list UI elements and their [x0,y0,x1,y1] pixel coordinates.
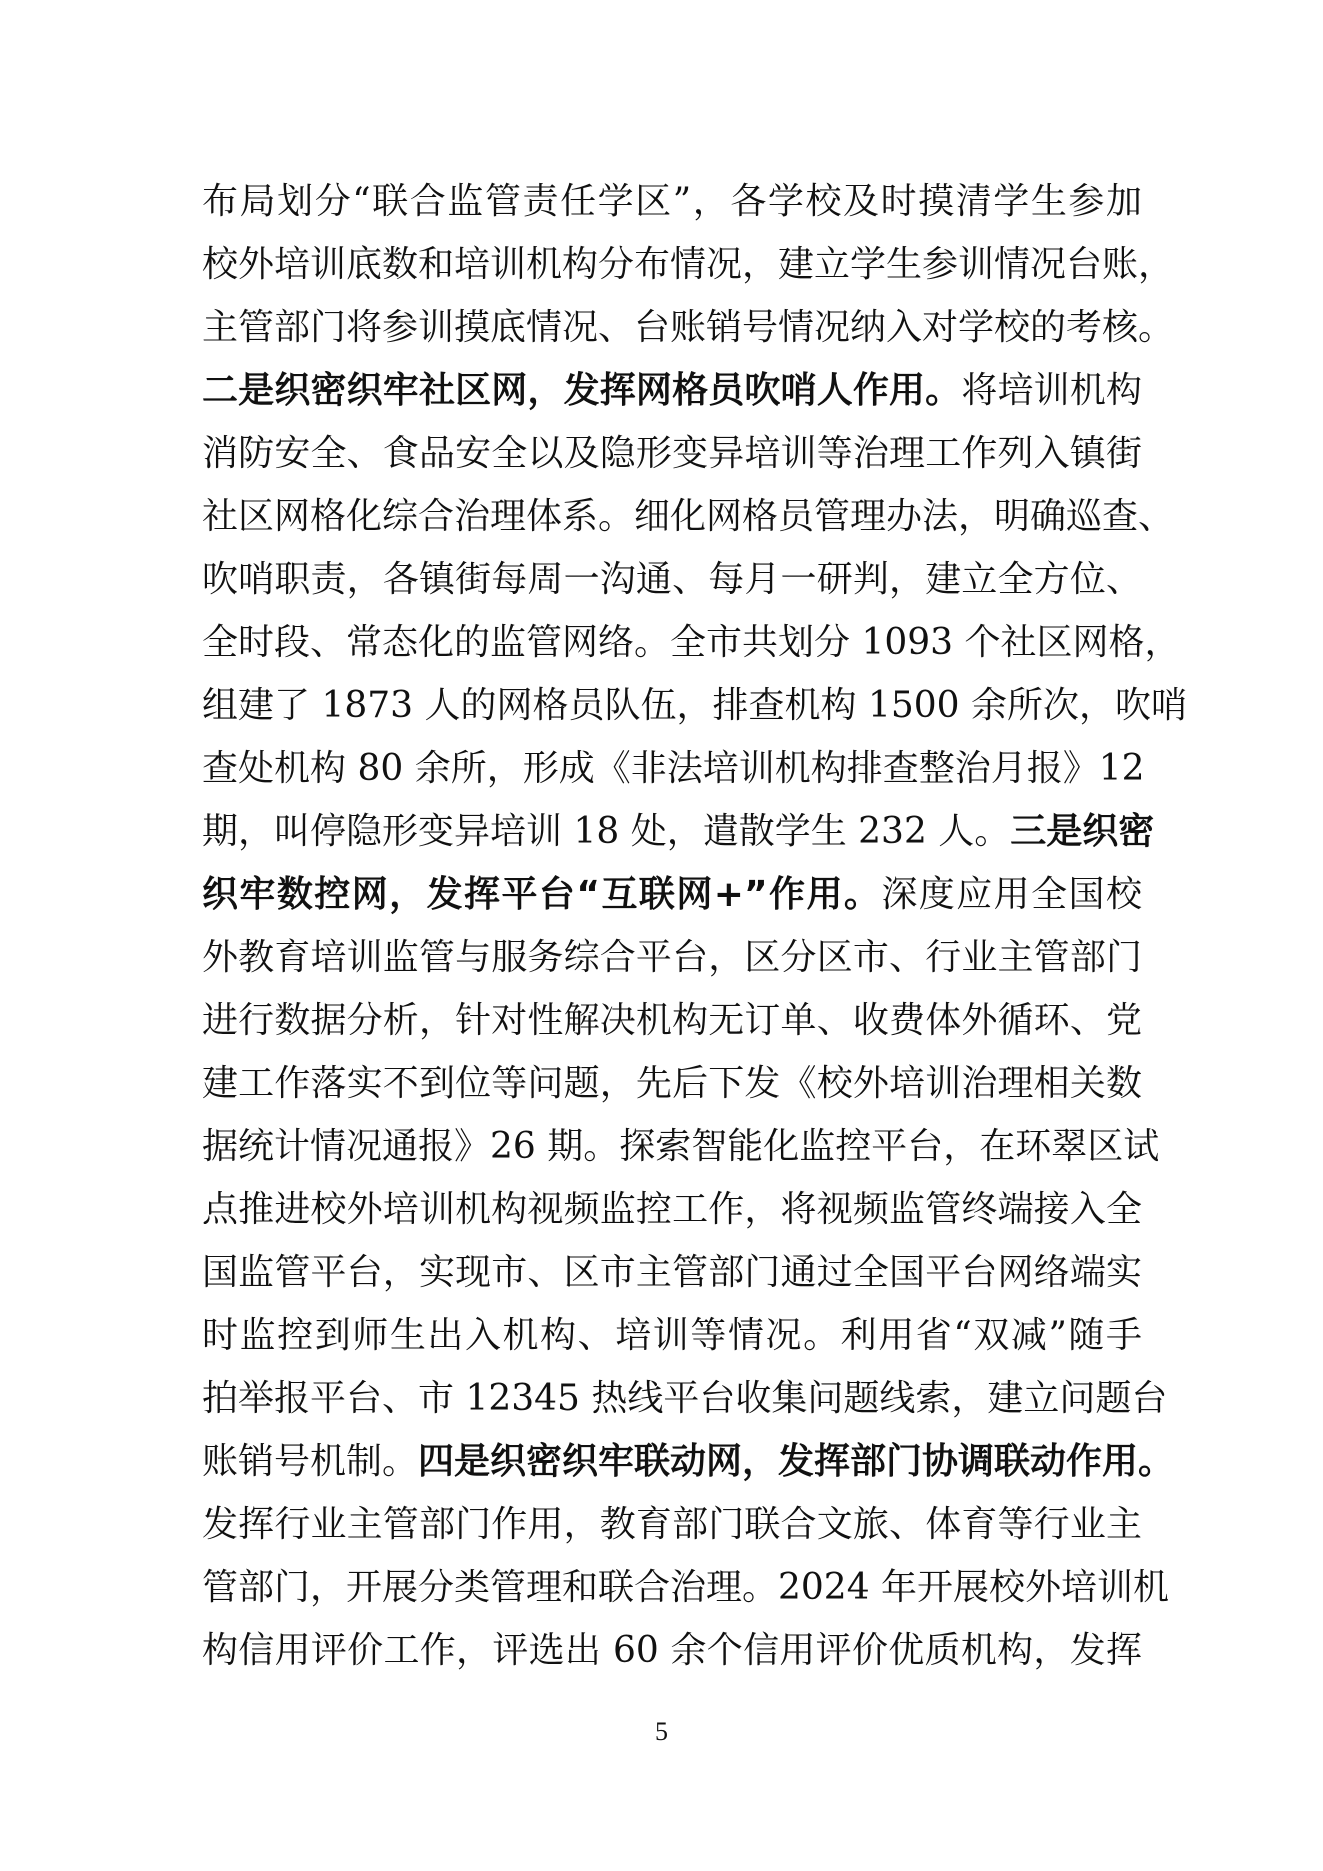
text-line [202,1493,1142,1556]
text-line [202,926,1142,989]
text-run: 期，叫停隐形变异培训 18 处，遣散学生 232 人。 [202,811,1011,852]
text-line [202,863,1142,926]
text-line [202,485,1175,548]
text-run: 管部门，开展分类管理和联合治理。2024 年开展校外培训机 [202,1567,1170,1608]
text-run: 构信用评价工作，评选出 60 余个信用评价优质机构，发挥 [202,1630,1142,1671]
text-line [202,1556,1170,1619]
text-line [202,1178,1142,1241]
text-run: 点推进校外培训机构视频监控工作，将视频监管终端接入全 [202,1189,1142,1230]
body-text [202,170,1188,1682]
bold-text-run: 织牢数控网，发挥平台“互联网+”作用。 [202,874,882,915]
text-line [202,1052,1142,1115]
text-line [202,1304,1142,1367]
text-line [202,296,1175,359]
text-line [202,548,1142,611]
text-run: 社区网格化综合治理体系。细化网格员管理办法，明确巡查、 [202,496,1175,537]
text-run: 查处机构 80 余所，形成《非法培训机构排查整治月报》12 [202,748,1145,789]
text-line [202,422,1142,485]
text-run: 国监管平台，实现市、区市主管部门通过全国平台网络端实 [202,1252,1142,1293]
text-line [202,674,1188,737]
text-run: 账销号机制。 [202,1441,419,1482]
page-number: 5 [655,1717,668,1746]
text-run: 时监控到师生出入机构、培训等情况。利用省“双减”随手 [202,1315,1142,1356]
text-run: 拍举报平台、市 12345 热线平台收集问题线索，建立问题台 [202,1378,1168,1419]
text-line [202,233,1175,296]
text-run: 全时段、常态化的监管网络。全市共划分 1093 个社区网格， [202,622,1181,663]
text-line [202,170,1142,233]
text-run: 组建了 1873 人的网格员队伍，排查机构 1500 余所次，吹哨 [202,685,1188,726]
bold-text-run: 四是织密织牢联动网，发挥部门协调联动作用。 [418,1441,1175,1482]
text-line [202,989,1142,1052]
text-run: 吹哨职责，各镇街每周一沟通、每月一研判，建立全方位、 [202,559,1142,600]
text-run: 外教育培训监管与服务综合平台，区分区市、行业主管部门 [202,937,1142,978]
text-line [202,1619,1142,1682]
text-line [202,1115,1160,1178]
text-run: 深度应用全国校 [881,874,1142,915]
text-run: 校外培训底数和培训机构分布情况，建立学生参训情况台账， [202,244,1175,285]
text-run: 据统计情况通报》26 期。探索智能化监控平台，在环翠区试 [202,1126,1160,1167]
text-run: 进行数据分析，针对性解决机构无订单、收费体外循环、党 [202,1000,1142,1041]
bold-text-run: 三是织密 [1010,811,1155,852]
text-run: 主管部门将参训摸底情况、台账销号情况纳入对学校的考核。 [202,307,1175,348]
text-run: 布局划分“联合监管责任学区”，各学校及时摸清学生参加 [202,181,1142,222]
text-line [202,359,1142,422]
text-run: 将培训机构 [961,370,1142,411]
text-line [202,1241,1142,1304]
text-run: 发挥行业主管部门作用，教育部门联合文旅、体育等行业主 [202,1504,1142,1545]
text-line [202,737,1145,800]
bold-text-run: 二是织密织牢社区网，发挥网格员吹哨人作用。 [202,370,962,411]
text-line [202,1430,1175,1493]
text-run: 建工作落实不到位等问题，先后下发《校外培训治理相关数 [202,1063,1142,1104]
text-run: 消防安全、食品安全以及隐形变异培训等治理工作列入镇街 [202,433,1142,474]
text-line [202,800,1155,863]
text-line [202,1367,1168,1430]
text-line [202,611,1181,674]
